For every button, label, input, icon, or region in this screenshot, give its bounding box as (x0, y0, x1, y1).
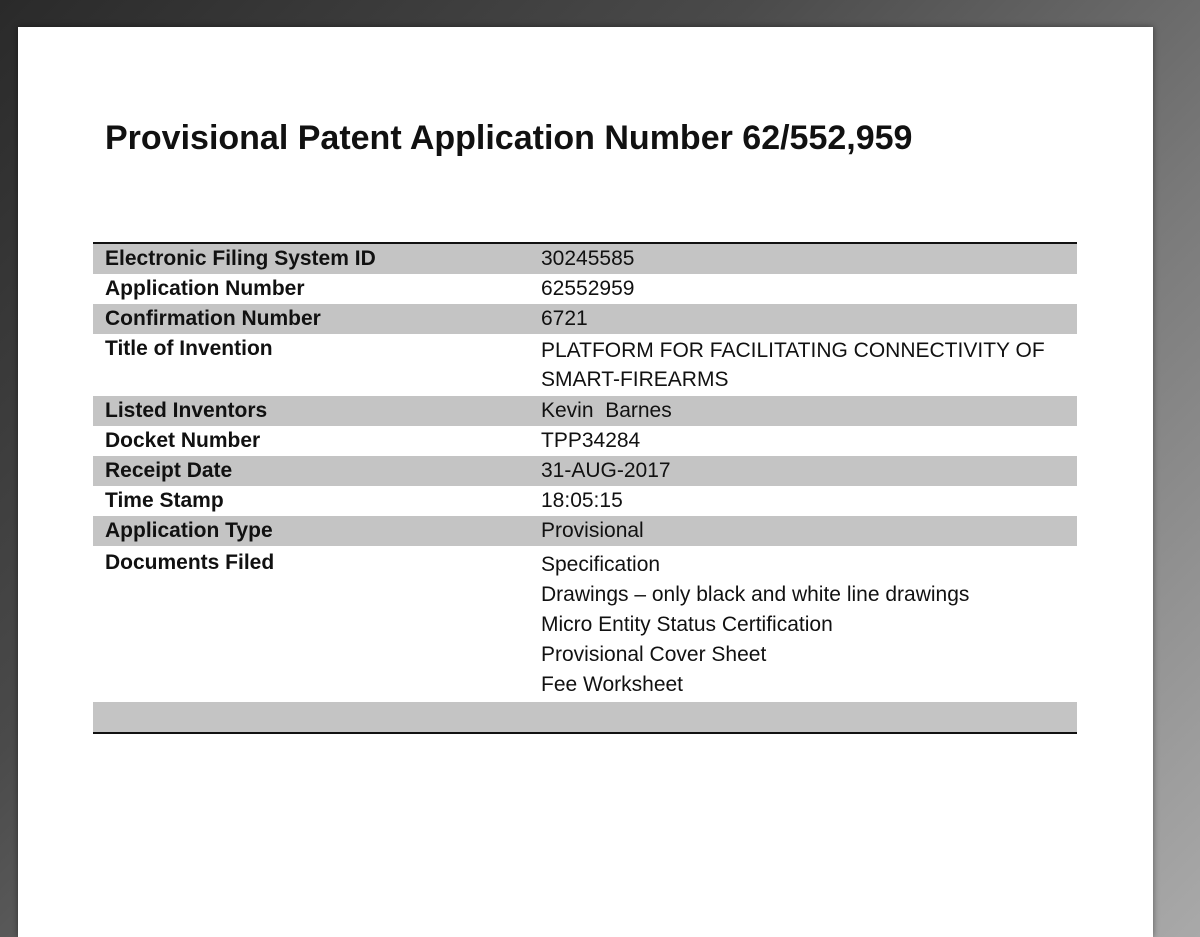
row-value: 62552959 (541, 277, 635, 300)
invention-title-line: SMART-FIREARMS (541, 368, 729, 391)
row-value (529, 334, 1077, 396)
row-label: Application Type (93, 516, 529, 546)
row-label: Application Number (105, 277, 305, 300)
row-value: 6721 (529, 304, 1077, 334)
table-row (93, 274, 1077, 304)
row-value: Kevin Barnes (529, 396, 1077, 426)
row-label: Docket Number (105, 429, 261, 452)
table-row (93, 426, 1077, 456)
row-label: Receipt Date (93, 456, 529, 486)
row-value: TPP34284 (541, 429, 641, 452)
row-label: Title of Invention (105, 337, 273, 360)
document-item: Fee Worksheet (541, 673, 684, 696)
table-row (93, 546, 1077, 702)
document-item: Micro Entity Status Certification (541, 613, 833, 636)
row-label: Listed Inventors (93, 396, 529, 426)
document-page (18, 27, 1153, 937)
row-value: 18:05:15 (541, 489, 623, 512)
document-item: Specification (541, 553, 661, 576)
table-row (93, 486, 1077, 516)
table-row (93, 456, 1077, 486)
row-label: Confirmation Number (93, 304, 529, 334)
row-value: Provisional (529, 516, 1077, 546)
row-value: 30245585 (529, 243, 1077, 274)
row-label: Electronic Filing System ID (93, 243, 529, 274)
filing-details-table (93, 242, 1077, 734)
table-row (93, 396, 1077, 426)
table-row (93, 516, 1077, 546)
row-label: Time Stamp (105, 489, 224, 512)
document-item: Drawings – only black and white line drawings (541, 583, 970, 606)
page-title: Provisional Patent Application Number 62/552,959 (105, 119, 913, 157)
document-item: Provisional Cover Sheet (541, 643, 767, 666)
table-row (93, 304, 1077, 334)
row-value: 31-AUG-2017 (529, 456, 1077, 486)
table-row-empty (93, 702, 1077, 733)
row-label: Documents Filed (105, 551, 275, 574)
invention-title-line: PLATFORM FOR FACILITATING CONNECTIVITY OF (541, 339, 1045, 362)
table-row (93, 334, 1077, 396)
table-row (93, 243, 1077, 274)
documents-list (529, 546, 1077, 702)
